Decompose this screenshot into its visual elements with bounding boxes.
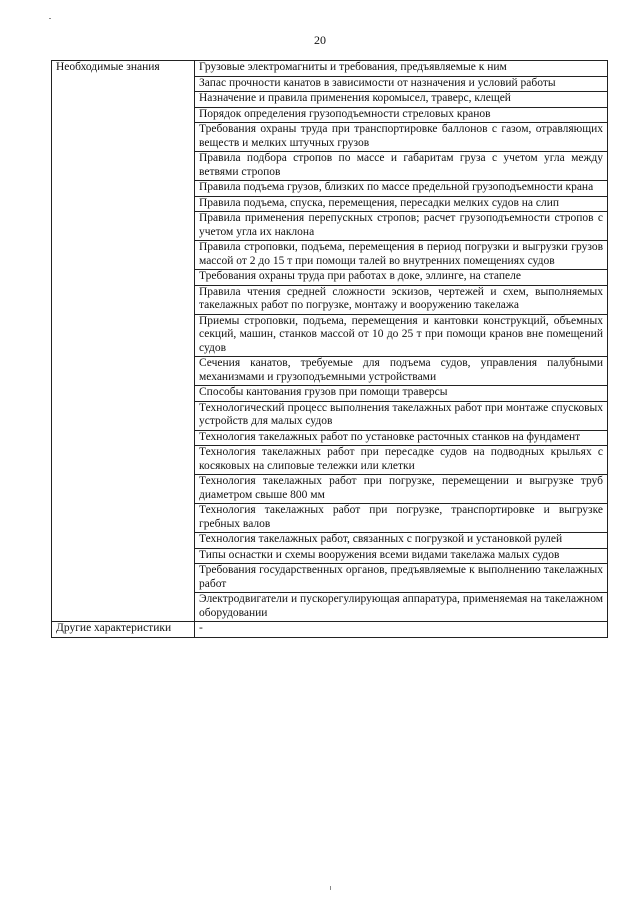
table-cell: Правила подбора стропов по массе и габаритам груза с учетом угла между ветвями стропов <box>195 152 608 181</box>
table-cell: Правила чтения средней сложности эскизов, чертежей и схем, выполняемых такелажных работ по погрузке, монтажу и вооружению такелажа <box>195 285 608 314</box>
table-cell: Требования государственных органов, предъявляемые к выполнению такелажных работ <box>195 564 608 593</box>
section-label: Другие характеристики <box>52 622 195 638</box>
table-cell: Электродвигатели и пускорегулирующая аппаратура, применяемая на такелажном оборудовании <box>195 593 608 622</box>
table-cell: Требования охраны труда при транспортировке баллонов с газом, отравляющих веществ и мелких штучных грузов <box>195 123 608 152</box>
table-cell: Технология такелажных работ при погрузке, транспортировке и выгрузке гребных валов <box>195 504 608 533</box>
qualification-table-body <box>52 61 608 638</box>
table-cell: Грузовые электромагниты и требования, предъявляемые к ним <box>195 61 608 77</box>
page-number: 20 <box>314 33 326 47</box>
table-cell: Правила подъема, спуска, перемещения, пересадки мелких судов на слип <box>195 196 608 212</box>
table-row <box>52 622 608 638</box>
table-cell: Правила применения перепускных стропов; расчет грузоподъемности стропов с учетом угла их наклона <box>195 212 608 241</box>
table-cell: Технология такелажных работ, связанных с погрузкой и установкой рулей <box>195 533 608 549</box>
scan-speck <box>330 886 331 890</box>
table-row <box>52 61 608 77</box>
table-cell: Типы оснастки и схемы вооружения всеми видами такелажа малых судов <box>195 548 608 564</box>
table-cell: Сечения канатов, требуемые для подъема судов, управления палубными механизмами и грузоподъемными устройствами <box>195 357 608 386</box>
table-cell: Запас прочности канатов в зависимости от назначения и условий работы <box>195 76 608 92</box>
table-cell: Способы кантования грузов при помощи траверсы <box>195 386 608 402</box>
scan-speck <box>49 18 51 19</box>
table-cell: Технологический процесс выполнения такелажных работ при монтаже спусковых устройств для малых судов <box>195 401 608 430</box>
section-label: Необходимые знания <box>52 61 195 622</box>
table-cell: Правила строповки, подъема, перемещения в период погрузки и выгрузки грузов массой от 2 до 15 т при помощи талей во внутренних помещениях судов <box>195 241 608 270</box>
qualification-table <box>51 60 608 638</box>
table-cell: Технология такелажных работ при пересадке судов на подводных крыльях с косяковых на слиповые тележки или клетки <box>195 446 608 475</box>
table-cell: Технология такелажных работ по установке расточных станков на фундамент <box>195 430 608 446</box>
table-cell: Требования охраны труда при работах в доке, эллинге, на стапеле <box>195 270 608 286</box>
table-cell: Назначение и правила применения коромысел, траверс, клещей <box>195 92 608 108</box>
table-cell: - <box>195 622 608 638</box>
table-cell: Правила подъема грузов, близких по массе предельной грузоподъемности крана <box>195 181 608 197</box>
table-cell: Порядок определения грузоподъемности стреловых кранов <box>195 107 608 123</box>
table-cell: Приемы строповки, подъема, перемещения и кантовки конструкций, объемных секций, машин, станков массой от 10 до 25 т при помощи кранов вне помещений судов <box>195 314 608 357</box>
table-cell: Технология такелажных работ при погрузке, перемещении и выгрузке труб диаметром свыше 800 мм <box>195 475 608 504</box>
